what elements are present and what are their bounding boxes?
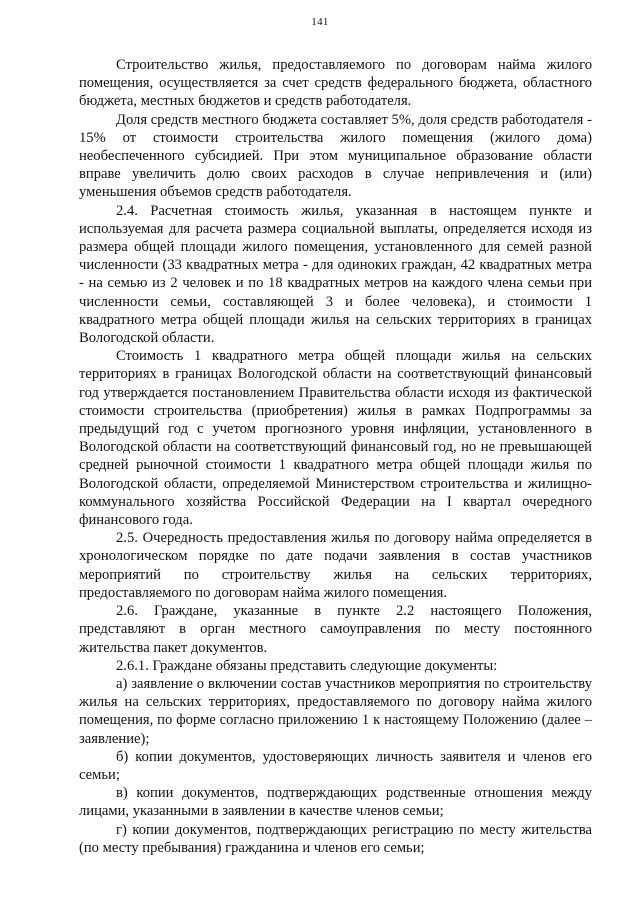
paragraph: Стоимость 1 квадратного метра общей площади жилья на сельских территориях в границах Вологодской области на соответствующий финансовый год утверждается постановлением Правительства области исходя из фактической стоимости строительства (приобретения) жилья в рамках Подпрограммы за предыдущий год с учетом прогнозного уровня инфляции, установленного в Вологодской области на соответствующий финансовый год, но не превышающей средней рыночной стоимости 1 квадратного метра общей площади жилья по Вологодской области, определяемой Министерством строительства и жилищно-коммунального хозяйства Российской Федерации на I квартал очередного финансового года. <box>79 348 592 529</box>
paragraph: Строительство жилья, предоставляемого по договорам найма жилого помещения, осуществляется за счет средств федерального бюджета, областного бюджета, местных бюджетов и средств работодателя. <box>79 57 592 110</box>
list-item: а) заявление о включении состав участников мероприятия по строительству жилья на сельских территориях, предоставляемого по договору найма жилого помещения, по форме согласно приложению 1 к настоящему Положению (далее – заявление); <box>79 675 592 747</box>
paragraph: 2.6. Граждане, указанные в пункте 2.2 настоящего Положения, представляют в орган местного самоуправления по месту постоянного жительства пакет документов. <box>79 603 592 656</box>
list-item: г) копии документов, подтверждающих регистрацию по месту жительства (по месту пребывания) гражданина и членов его семьи; <box>79 821 592 856</box>
paragraph: 2.4. Расчетная стоимость жилья, указанная в настоящем пункте и используемая для расчета размера социальной выплаты, определяется исходя из размера общей площади жилого помещения, установленного для семей разной численности (33 квадратных метра - для одиноких граждан, 42 квадратных метра - на семью из 2 человек и по 18 квадратных метров на каждого члена семьи при численности семьи, составляющей 3 и более человека), и стоимости 1 квадратного метра общей площади жилья на сельских территориях в границах Вологодской области. <box>79 202 592 347</box>
paragraph: 2.6.1. Граждане обязаны представить следующие документы: <box>116 657 498 674</box>
body-text <box>79 56 592 857</box>
paragraph: 2.5. Очередность предоставления жилья по договору найма определяется в хронологическом порядке по дате подачи заявления в состав участников мероприятий по строительству жилья на сельских территориях, предоставляемого по договорам найма жилого помещения. <box>79 530 592 601</box>
paragraph: Доля средств местного бюджета составляет 5%, доля средств работодателя - 15% от стоимости строительства жилого помещения (жилого дома) необеспеченного субсидией. При этом муниципальное образование области вправе увеличить долю своих расходов в случае непривлечения и (или) уменьшения объемов средств работодателя. <box>79 111 592 201</box>
list-item: в) копии документов, подтверждающих родственные отношения между лицами, указанными в заявлении в качестве членов семьи; <box>79 785 592 820</box>
page-number: 141 <box>311 16 329 28</box>
list-item: б) копии документов, удостоверяющих личность заявителя и членов его семьи; <box>79 748 592 783</box>
